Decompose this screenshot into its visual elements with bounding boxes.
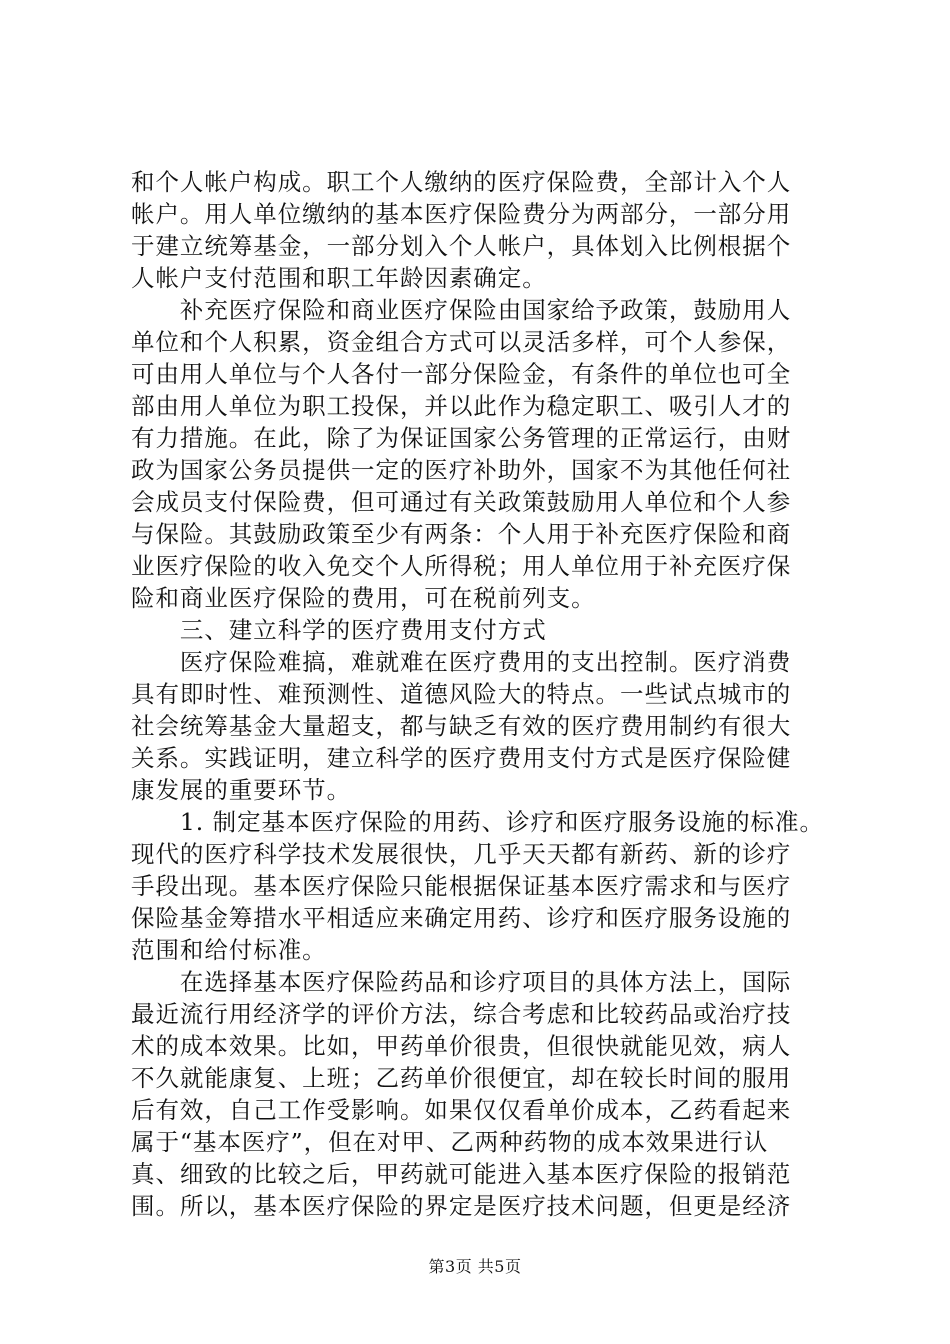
text-line: 最近流行用经济学的评价方法，综合考虑和比较药品或治疗技 <box>131 1000 792 1028</box>
text-line: 手段出现。基本医疗保险只能根据保证基本医疗需求和与医疗 <box>131 872 792 900</box>
text-line: 人帐户支付范围和职工年龄因素确定。 <box>131 264 547 292</box>
text-line: 业医疗保险的收入免交个人所得税；用人单位用于补充医疗保 <box>131 552 792 580</box>
text-line: 1. 制定基本医疗保险的用药、诊疗和医疗服务设施的标准。 <box>131 808 824 836</box>
text-line: 不久就能康复、上班；乙药单价很便宜，却在较长时间的服用 <box>131 1064 792 1092</box>
text-line: 现代的医疗科学技术发展很快，几乎天天都有新药、新的诊疗 <box>131 840 792 868</box>
text-line: 可由用人单位与个人各付一部分保险金，有条件的单位也可全 <box>131 360 792 388</box>
text-line: 围。所以，基本医疗保险的界定是医疗技术问题，但更是经济 <box>131 1192 792 1220</box>
text-line: 政为国家公务员提供一定的医疗补助外，国家不为其他任何社 <box>131 456 792 484</box>
text-line: 与保险。其鼓励政策至少有两条：个人用于补充医疗保险和商 <box>131 520 792 548</box>
text-line: 和个人帐户构成。职工个人缴纳的医疗保险费，全部计入个人 <box>131 168 792 196</box>
text-line: 康发展的重要环节。 <box>131 776 352 804</box>
text-line: 关系。实践证明，建立科学的医疗费用支付方式是医疗保险健 <box>131 744 792 772</box>
text-line: 单位和个人积累，资金组合方式可以灵活多样，可个人参保， <box>131 328 792 356</box>
text-line: 险和商业医疗保险的费用，可在税前列支。 <box>131 584 596 612</box>
text-line: 部由用人单位为职工投保，并以此作为稳定职工、吸引人才的 <box>131 392 792 420</box>
text-line: 会成员支付保险费，但可通过有关政策鼓励用人单位和个人参 <box>131 488 792 516</box>
text-line: 范围和给付标准。 <box>131 936 327 964</box>
section-heading: 三、建立科学的医疗费用支付方式 <box>131 616 547 644</box>
page-footer: 第3页 共5页 <box>428 1257 522 1276</box>
text-line: 社会统筹基金大量超支，都与缺乏有效的医疗费用制约有很大 <box>131 712 792 740</box>
text-line: 有力措施。在此，除了为保证国家公务管理的正常运行，由财 <box>131 424 792 452</box>
text-line: 具有即时性、难预测性、道德风险大的特点。一些试点城市的 <box>131 680 792 708</box>
text-line: 于建立统筹基金，一部分划入个人帐户，具体划入比例根据个 <box>131 232 792 260</box>
text-line: 帐户。用人单位缴纳的基本医疗保险费分为两部分，一部分用 <box>131 200 792 228</box>
text-line: 补充医疗保险和商业医疗保险由国家给予政策，鼓励用人 <box>131 296 792 324</box>
text-line: 术的成本效果。比如，甲药单价很贵，但很快就能见效，病人 <box>131 1032 792 1060</box>
text-line: 属于“基本医疗”，但在对甲、乙两种药物的成本效果进行认 <box>131 1128 769 1156</box>
text-line: 真、细致的比较之后，甲药就可能进入基本医疗保险的报销范 <box>131 1160 792 1188</box>
text-line: 在选择基本医疗保险药品和诊疗项目的具体方法上，国际 <box>131 968 792 996</box>
body-text <box>131 166 831 1222</box>
text-line: 医疗保险难搞，难就难在医疗费用的支出控制。医疗消费 <box>131 648 792 676</box>
text-line: 保险基金筹措水平相适应来确定用药、诊疗和医疗服务设施的 <box>131 904 792 932</box>
text-line: 后有效，自己工作受影响。如果仅仅看单价成本，乙药看起来 <box>131 1096 792 1124</box>
